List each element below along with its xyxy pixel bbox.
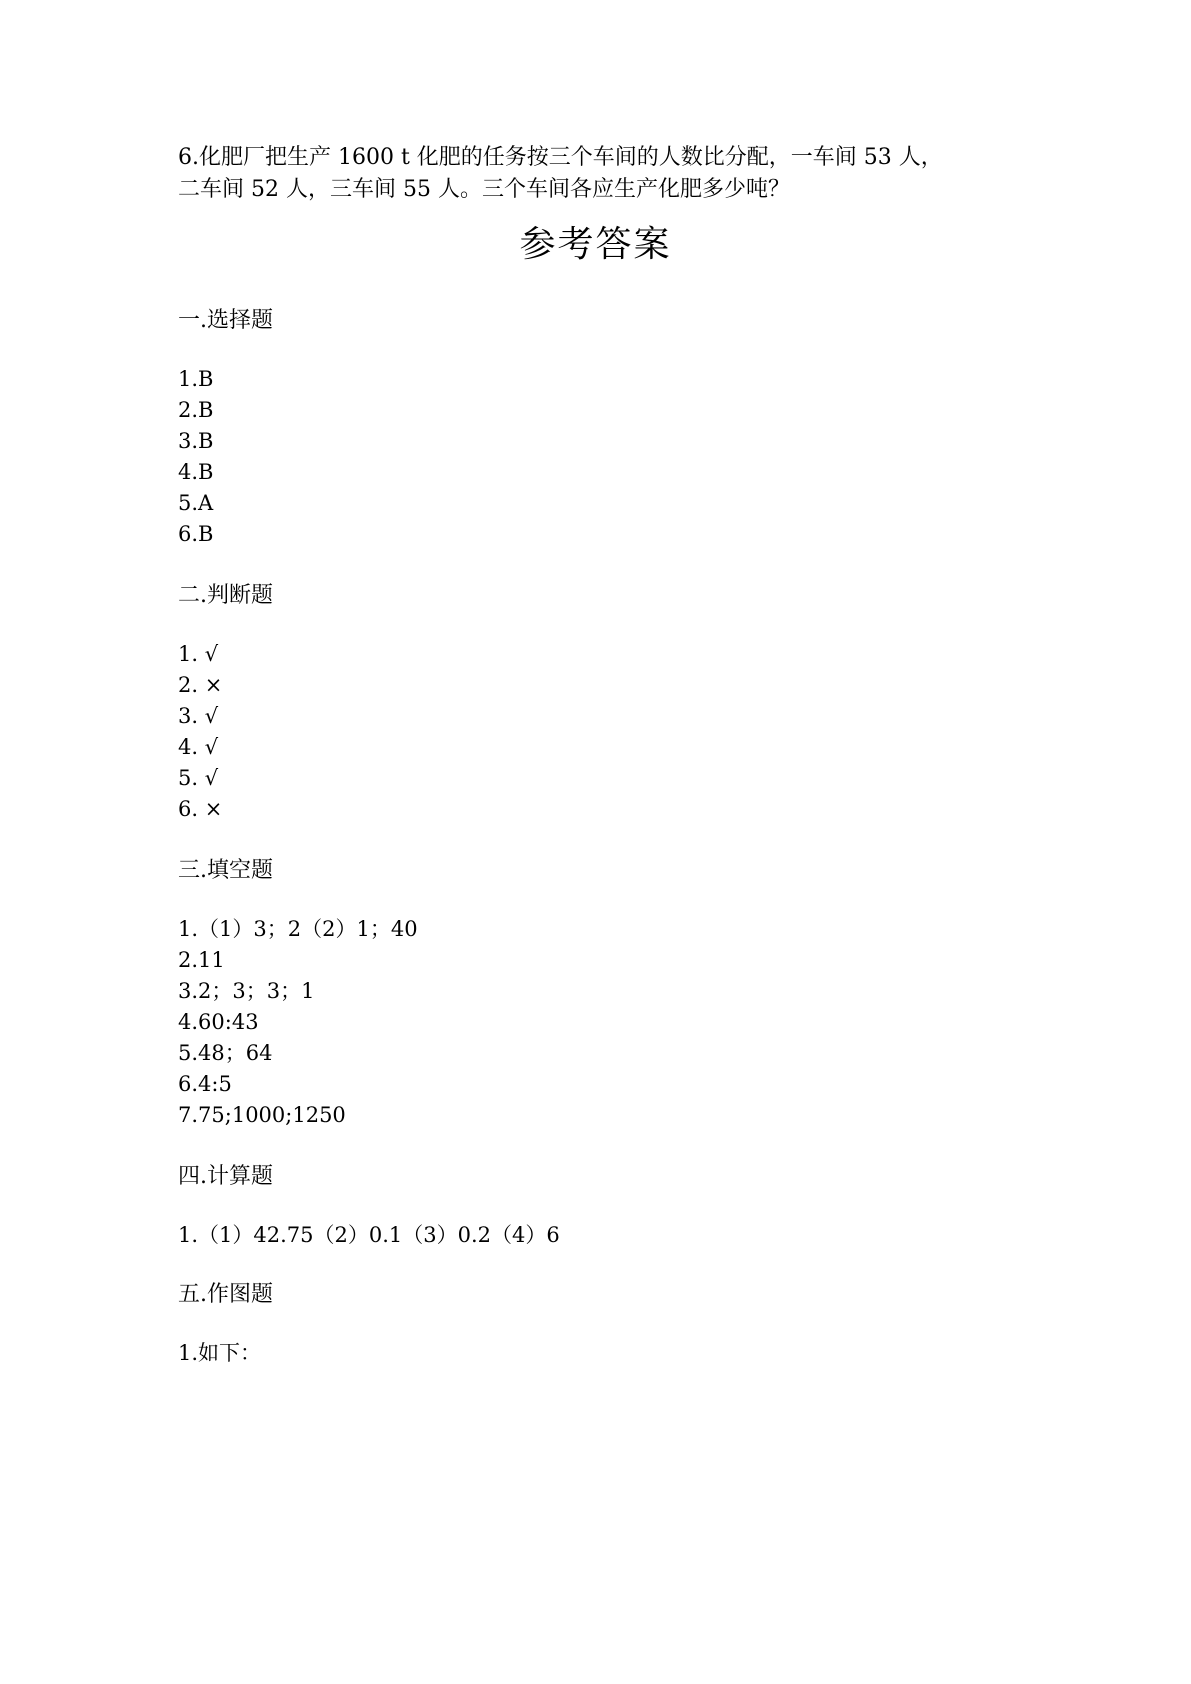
answer-item: 4. √	[178, 735, 219, 759]
answer-item: 7.75;1000;1250	[178, 1103, 346, 1127]
question-line: 6.化肥厂把生产 1600 t 化肥的任务按三个车间的人数比分配，一车间 53 人，	[178, 145, 943, 170]
answer-list-multiple-choice	[178, 364, 213, 550]
answer-item: 3.B	[178, 429, 214, 453]
answer-item: 2. ×	[178, 673, 223, 697]
answer-item: 3. √	[178, 704, 219, 728]
section-heading-multiple-choice: 一.选择题	[178, 308, 273, 333]
question-line: 二车间 52 人，三车间 55 人。三个车间各应生产化肥多少吨？	[178, 177, 790, 202]
answer-item: 1.B	[178, 367, 214, 391]
answer-list-fill-blank	[178, 914, 418, 1131]
section-heading-fill-blank: 三.填空题	[178, 858, 273, 883]
answer-item: 1.（1）42.75（2）0.1（3）0.2（4）6	[178, 1223, 560, 1247]
section-heading-true-false: 二.判断题	[178, 583, 273, 608]
question-6	[178, 142, 1008, 206]
answer-list-true-false	[178, 639, 222, 825]
answer-item: 4.60:43	[178, 1010, 259, 1034]
answer-item: 5.A	[178, 491, 214, 515]
answer-item: 5. √	[178, 766, 219, 790]
answer-item: 1.如下：	[178, 1341, 262, 1365]
answer-item: 3.2；3；3；1	[178, 979, 315, 1003]
answer-item: 2.11	[178, 948, 225, 972]
answer-item: 2.B	[178, 398, 214, 422]
section-heading-calculation: 四.计算题	[178, 1164, 273, 1189]
answer-list-calculation	[178, 1220, 560, 1251]
answer-item: 4.B	[178, 460, 214, 484]
answer-item: 1. √	[178, 642, 219, 666]
section-heading-drawing: 五.作图题	[178, 1282, 273, 1307]
answer-item: 6.B	[178, 522, 214, 546]
answer-item: 5.48；64	[178, 1041, 273, 1065]
answer-item: 1.（1）3；2（2）1；40	[178, 917, 418, 941]
answer-key-title: 参考答案	[519, 224, 672, 265]
answer-item: 6.4:5	[178, 1072, 232, 1096]
answer-item: 6. ×	[178, 797, 223, 821]
answer-list-drawing	[178, 1338, 261, 1369]
